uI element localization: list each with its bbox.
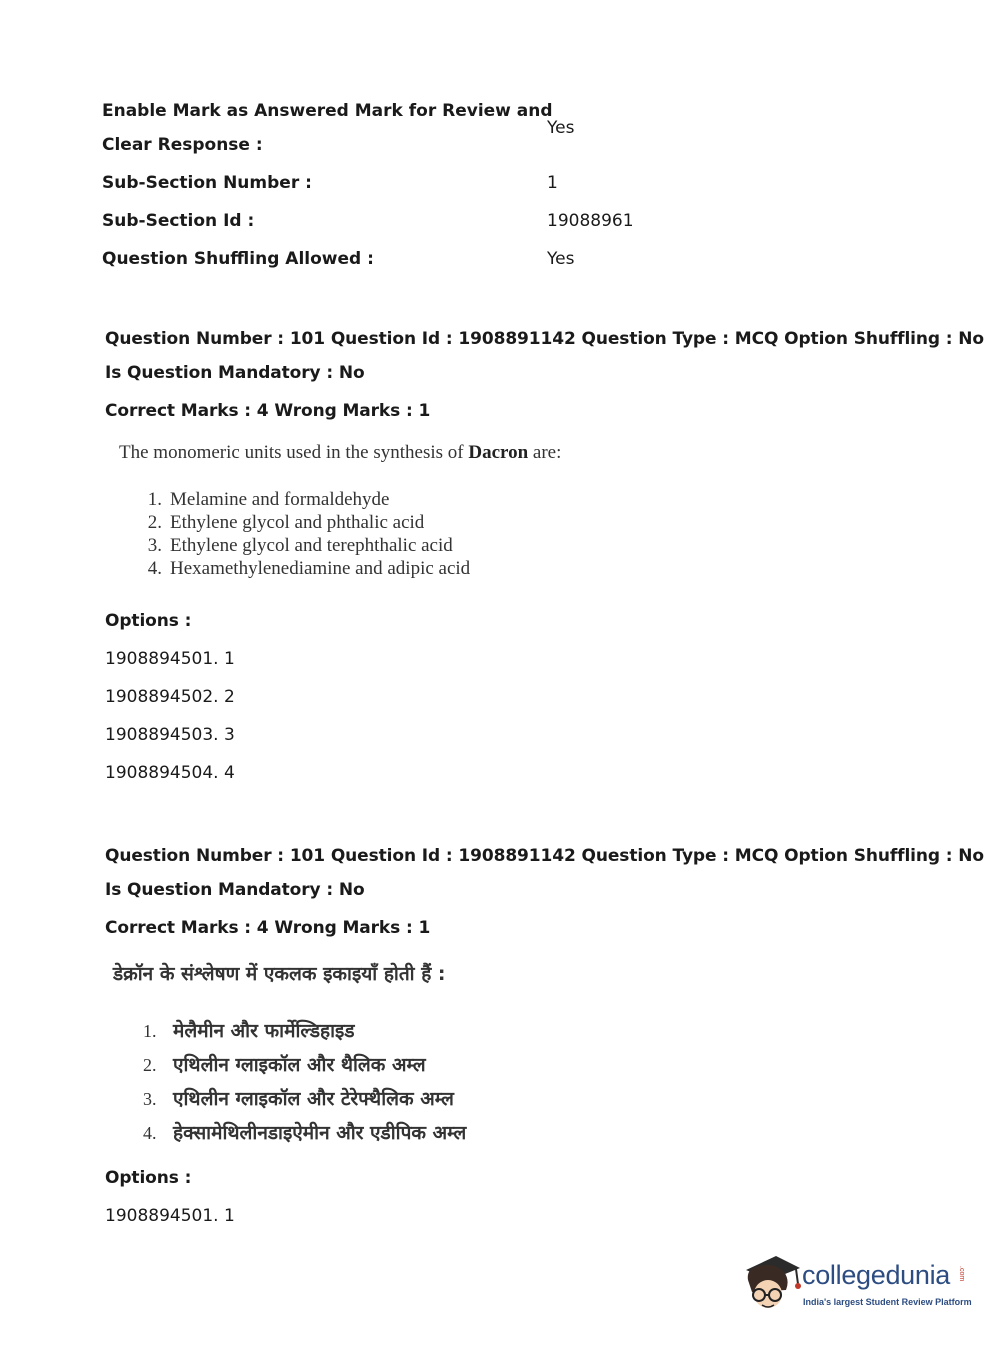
option-item: 1908894501. 1 [105,1206,235,1226]
answer-item [132,535,453,557]
question-mandatory: Is Question Mandatory : No [105,363,365,383]
answer-item [143,1051,426,1077]
question-mandatory: Is Question Mandatory : No [105,880,365,900]
question-text-hindi: डेक्रॉन के संश्लेषण में एकलक इकाइयाँ होती हैं : [113,963,446,985]
answer-item-number: 1. [143,1021,157,1041]
section-value-enable-mark: Yes [547,118,575,138]
answer-item-text: एथिलीन ग्लाइकॉल और टेरेफ्थैलिक अम्ल [173,1088,454,1110]
answer-item-text: मेलैमीन और फार्मेल्डिहाइड [173,1020,355,1042]
mascot-icon [740,1250,802,1312]
section-label-shuffling: Question Shuffling Allowed : [102,249,374,269]
answer-item-text: एथिलीन ग्लाइकॉल और थैलिक अम्ल [173,1054,426,1076]
answer-item [132,512,424,534]
answer-item-number: 3. [143,1089,157,1109]
question-text-before: The monomeric units used in the synthesis of [119,442,469,463]
options-label: Options : [105,611,192,631]
answer-item [143,1119,466,1145]
section-value-shuffling: Yes [547,249,575,269]
question-text [119,442,561,464]
question-text-bold: Dacron [468,442,529,463]
answer-item-text: हेक्सामेथिलीनडाइऐमीन और एडीपिक अम्ल [173,1122,467,1144]
question-header: Question Number : 101 Question Id : 1908891142 Question Type : MCQ Option Shuffling : No [105,329,985,349]
question-marks: Correct Marks : 4 Wrong Marks : 1 [105,918,431,938]
section-value-subsection-id: 19088961 [547,211,634,231]
question-text-after: are: [528,442,562,463]
answer-item-number: 4. [147,558,162,579]
option-item: 1908894504. 4 [105,763,235,783]
answer-item-number: 1. [147,489,162,510]
section-value-subsection-number: 1 [547,173,558,193]
answer-item [143,1085,454,1111]
option-item: 1908894501. 1 [105,649,235,669]
logo-suffix: .com [958,1266,965,1282]
section-label-enable-mark: Enable Mark as Answered Mark for Review and [102,101,553,121]
question-marks: Correct Marks : 4 Wrong Marks : 1 [105,401,431,421]
answer-item-text: Ethylene glycol and terephthalic acid [170,535,453,556]
logo-name: collegedunia [802,1260,951,1290]
answer-item-text: Melamine and formaldehyde [170,489,390,510]
answer-item-number: 2. [147,512,162,533]
answer-item [143,1017,355,1043]
answer-item-text: Hexamethylenediamine and adipic acid [170,558,471,579]
question-header: Question Number : 101 Question Id : 1908891142 Question Type : MCQ Option Shuffling : No [105,846,985,866]
answer-item-number: 2. [143,1055,157,1075]
section-label-subsection-number: Sub-Section Number : [102,173,312,193]
answer-item-number: 4. [143,1123,157,1143]
section-label-enable-mark-cont: Clear Response : [102,135,263,155]
option-item: 1908894502. 2 [105,687,235,707]
logo-tagline: India's largest Student Review Platform [803,1297,972,1307]
answer-item [132,558,470,580]
answer-item-text: Ethylene glycol and phthalic acid [170,512,425,533]
options-label: Options : [105,1168,192,1188]
answer-item [132,489,389,511]
collegedunia-logo [740,1250,972,1312]
section-label-subsection-id: Sub-Section Id : [102,211,255,231]
answer-item-number: 3. [147,535,162,556]
option-item: 1908894503. 3 [105,725,235,745]
